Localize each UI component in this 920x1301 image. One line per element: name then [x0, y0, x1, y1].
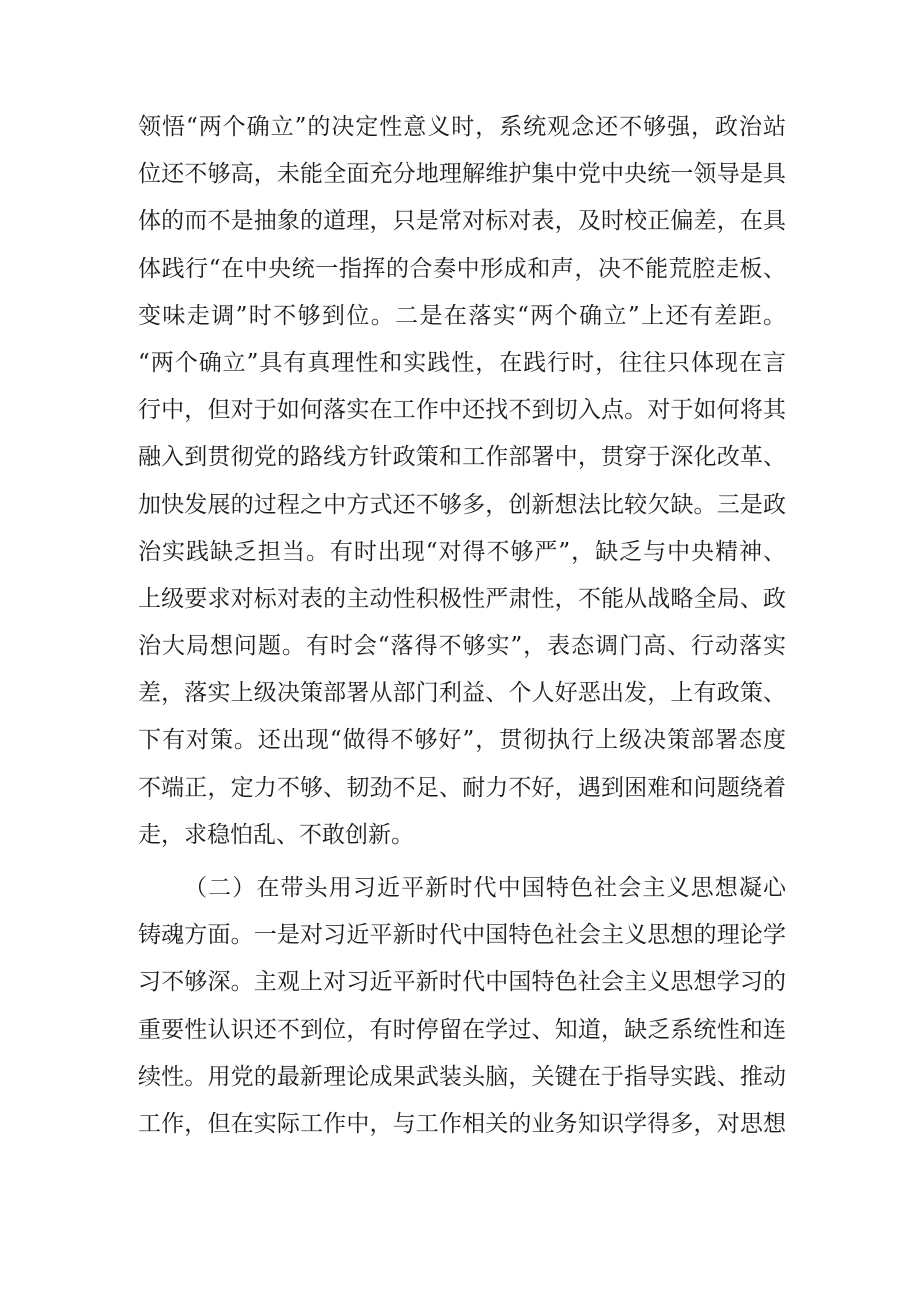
text-line: 不端正，定力不够、韧劲不足、耐力不好，遇到困难和问题绕着: [138, 774, 786, 801]
text-line: 治实践缺乏担当。有时出现“对得不够严”，缺乏与中央精神、: [138, 538, 786, 565]
text-line: （二）在带头用习近平新时代中国特色社会主义思想凝心: [184, 875, 786, 901]
text-line: 续性。用党的最新理论成果武装头脑，关键在于指导实践、推动: [138, 1063, 786, 1090]
text-line: 下有对策。还出现“做得不够好”，贯彻执行上级决策部署态度: [138, 727, 786, 754]
document-body: [138, 104, 786, 1148]
paragraph-1: [138, 104, 786, 859]
text-line: 工作，但在实际工作中，与工作相关的业务知识学得多，对思想: [138, 1110, 786, 1137]
text-line: 铸魂方面。一是对习近平新时代中国特色社会主义思想的理论学: [138, 922, 786, 949]
text-line: 融入到贯彻党的路线方针政策和工作部署中，贯穿于深化改革、: [138, 444, 786, 471]
text-line: 差，落实上级决策部署从部门利益、个人好恶出发，上有政策、: [138, 680, 786, 707]
text-line: 加快发展的过程之中方式还不够多，创新想法比较欠缺。三是政: [138, 491, 786, 518]
text-line: 位还不够高，未能全面充分地理解维护集中党中央统一领导是具: [138, 161, 786, 188]
text-line: 体的而不是抽象的道理，只是常对标对表，及时校正偏差，在具: [138, 208, 786, 235]
text-line: 习不够深。主观上对习近平新时代中国特色社会主义思想学习的: [138, 969, 786, 996]
text-line: 重要性认识还不到位，有时停留在学过、知道，缺乏系统性和连: [138, 1016, 786, 1043]
text-line: 走，求稳怕乱、不敢创新。: [138, 821, 414, 848]
text-line: 变味走调”时不够到位。二是在落实“两个确立”上还有差距。: [138, 302, 786, 329]
text-line: 上级要求对标对表的主动性积极性严肃性，不能从战略全局、政: [138, 585, 786, 612]
text-line: 治大局想问题。有时会“落得不够实”，表态调门高、行动落实: [138, 633, 786, 660]
paragraph-2: [138, 865, 786, 1148]
text-line: 领悟“两个确立”的决定性意义时，系统观念还不够强，政治站: [138, 114, 786, 140]
text-line: “两个确立”具有真理性和实践性，在践行时，往往只体现在言: [138, 349, 786, 376]
text-line: 体践行“在中央统一指挥的合奏中形成和声，决不能荒腔走板、: [138, 255, 786, 282]
text-line: 行中，但对于如何落实在工作中还找不到切入点。对于如何将其: [138, 397, 786, 424]
